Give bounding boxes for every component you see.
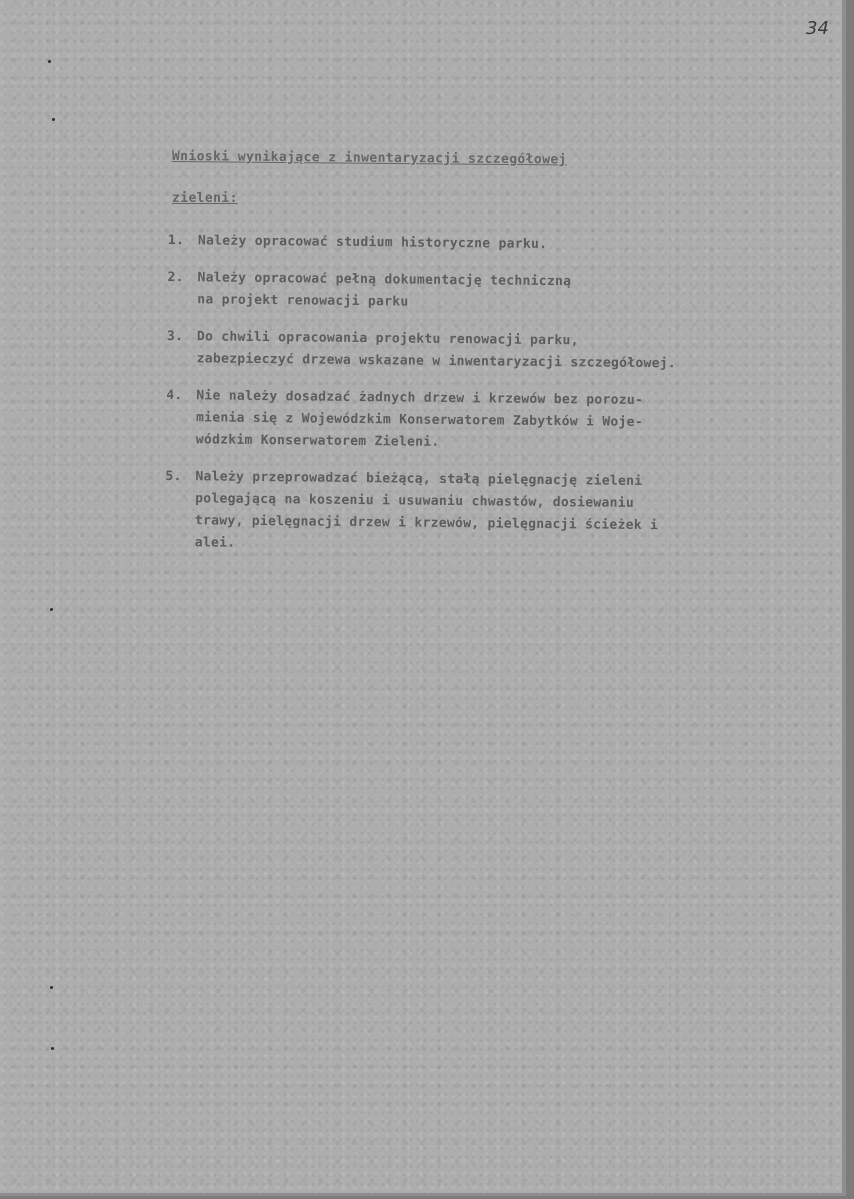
item-text-line: na projekt renowacji parku — [197, 292, 409, 310]
item-text-line: mienia się z Wojewódzkim Konserwatorem Zabytków i Woje- — [195, 410, 644, 430]
item-number: 3. — [166, 328, 184, 345]
item-text-line: alei. — [194, 535, 236, 551]
punch-hole-mark — [51, 1047, 54, 1050]
item-text-line: Należy opracować pełną dokumentację techniczną — [197, 270, 572, 290]
document-title: Wnioski wynikające z inwentaryzacji szczegółowej — [171, 149, 567, 168]
list-item — [167, 267, 837, 318]
punch-hole-mark — [52, 118, 55, 121]
punch-hole-mark — [50, 608, 53, 611]
item-number: 2. — [167, 269, 184, 286]
list-item — [165, 466, 836, 561]
item-text-line: Nie należy dosadzać żadnych drzew i krzewów bez porozu- — [196, 388, 644, 408]
item-text-line: Do chwili opracowania projektu renowacji parku, — [196, 329, 579, 349]
list-item — [167, 326, 837, 377]
punch-hole-mark — [48, 60, 51, 63]
conclusions-list — [164, 230, 838, 576]
item-text-line: Należy opracować studium historyczne parku. — [197, 233, 548, 252]
item-text-line: Należy przeprowadzać bieżącą, stałą pielęgnację zieleni — [195, 469, 643, 489]
page-number: 34 — [806, 18, 829, 39]
item-number: 5. — [165, 468, 182, 485]
item-text-line: trawy, pielęgnacji drzew i krzewów, pielęgnacji ścieżek i — [194, 513, 659, 534]
item-text-line: zabezpieczyć drzewa wskazane w inwentaryzacji szczegółowej. — [196, 351, 677, 372]
punch-hole-mark — [50, 986, 53, 989]
item-text-line: polegającą na koszeniu i usuwaniu chwastów, dosiewaniu — [195, 491, 635, 511]
item-number: 1. — [167, 232, 185, 249]
item-number: 4. — [166, 387, 183, 404]
item-text-line: wódzkim Konserwatorem Zieleni. — [195, 432, 440, 450]
list-item — [168, 230, 838, 259]
document-title-continuation: zieleni: — [172, 191, 238, 206]
list-item — [166, 385, 837, 458]
